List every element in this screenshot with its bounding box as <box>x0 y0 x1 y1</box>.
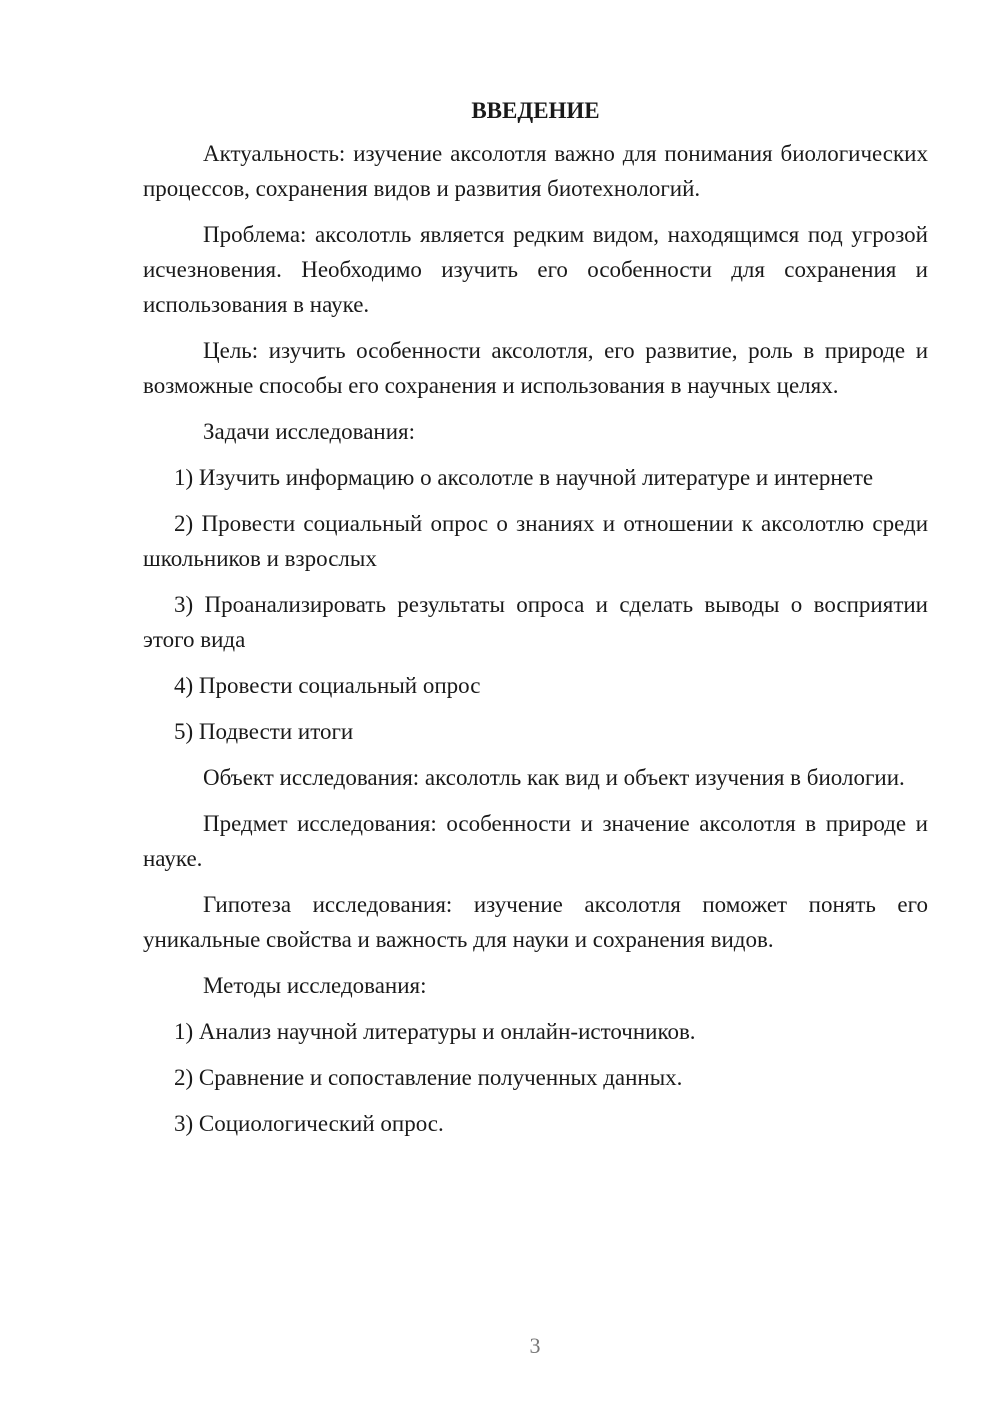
paragraph-tasks-heading: Задачи исследования: <box>203 419 416 444</box>
task-item-1: 1) Изучить информацию о аксолотле в научной литературе и интернете <box>174 465 874 490</box>
paragraph-object: Объект исследования: аксолотль как вид и объект изучения в биологии. <box>203 765 905 790</box>
paragraph-problem: Проблема: аксолотль является редким видом, находящимся под угрозой исчезновения. Необходимо изучить его особенности для сохранения и использования в науке. <box>143 222 928 317</box>
task-item-5: 5) Подвести итоги <box>174 719 354 744</box>
task-item-2: 2) Провести социальный опрос о знаниях и отношении к аксолотлю среди школьников и взрослых <box>143 511 928 571</box>
page-content <box>143 96 928 1152</box>
paragraph-relevance: Актуальность: изучение аксолотля важно для понимания биологических процессов, сохранения видов и развития биотехнологий. <box>143 141 928 201</box>
paragraph-goal: Цель: изучить особенности аксолотля, его развитие, роль в природе и возможные способы его сохранения и использования в научных целях. <box>143 338 928 398</box>
paragraph-subject: Предмет исследования: особенности и значение аксолотля в природе и науке. <box>143 811 928 871</box>
method-item-2: 2) Сравнение и сопоставление полученных данных. <box>174 1065 683 1090</box>
task-item-3: 3) Проанализировать результаты опроса и сделать выводы о восприятии этого вида <box>143 592 928 652</box>
task-item-4: 4) Провести социальный опрос <box>174 673 481 698</box>
method-item-3: 3) Социологический опрос. <box>174 1111 444 1136</box>
paragraph-methods-heading: Методы исследования: <box>203 973 427 998</box>
method-item-1: 1) Анализ научной литературы и онлайн-источников. <box>174 1019 696 1044</box>
page-number: 3 <box>529 1333 541 1358</box>
section-title: ВВЕДЕНИЕ <box>471 98 600 123</box>
paragraph-hypothesis: Гипотеза исследования: изучение аксолотля поможет понять его уникальные свойства и важность для науки и сохранения видов. <box>143 892 928 952</box>
